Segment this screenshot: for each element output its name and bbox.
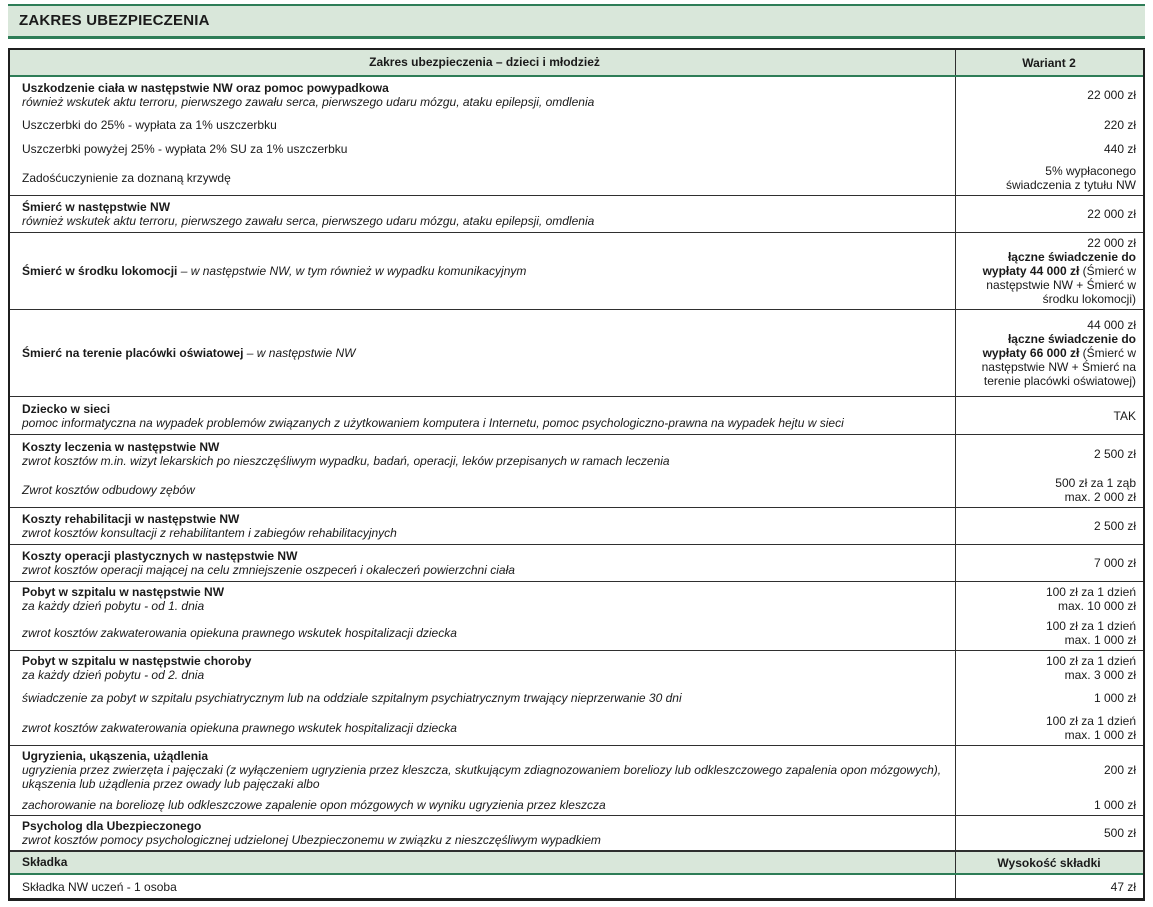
coverage-cell-psychologist bbox=[10, 816, 955, 850]
coverage-desc: również wskutek aktu terroru, pierwszego zawału serca, pierwszego udaru mózgu, ataku epilepsji, omdlenia bbox=[22, 214, 595, 228]
premium-row bbox=[10, 875, 1143, 898]
coverage-title: Koszty rehabilitacji w następstwie NW bbox=[22, 512, 240, 526]
row-group-hospital-illness bbox=[10, 651, 1143, 746]
coverage-value: 200 zł bbox=[1103, 763, 1136, 777]
coverage-text: Zwrot kosztów odbudowy zębów bbox=[22, 483, 195, 497]
row-group-death-nw bbox=[10, 196, 1143, 233]
coverage-value: 500 zł bbox=[1103, 826, 1136, 840]
coverage-title: Koszty leczenia w następstwie NW bbox=[22, 440, 220, 454]
value-cell-hospital-illness-guardian bbox=[955, 711, 1143, 745]
coverage-desc: również wskutek aktu terroru, pierwszego zawału serca, pierwszego udaru mózgu, ataku epilepsji, omdlenia bbox=[22, 95, 595, 109]
coverage-value-line2: max. 3 000 zł bbox=[1064, 668, 1136, 682]
coverage-cell-tick bbox=[10, 794, 955, 815]
coverage-value: 440 zł bbox=[1103, 142, 1136, 156]
value-cell-teeth bbox=[955, 473, 1143, 507]
coverage-text: Uszczerbki do 25% - wypłata za 1% uszczerbku bbox=[22, 118, 277, 132]
coverage-value-line2: max. 1 000 zł bbox=[1064, 728, 1136, 742]
coverage-cell-death-transport bbox=[10, 233, 955, 309]
coverage-cell-rehab bbox=[10, 508, 955, 544]
coverage-text: zachorowanie na boreliozę lub odkleszczowe zapalenie opon mózgowych w wyniku ugryzienia przez kleszcza bbox=[22, 797, 606, 812]
coverage-cell-hospital-illness bbox=[10, 651, 955, 685]
coverage-desc: pomoc informatyczna na wypadek problemów związanych z użytkowaniem komputera i Internetu, pomoc psychologiczno-prawna na wypadek hejtu w sieci bbox=[22, 415, 844, 430]
coverage-value-detail bbox=[962, 250, 1136, 306]
coverage-table bbox=[8, 48, 1145, 901]
coverage-value-detail bbox=[962, 332, 1136, 388]
coverage-value-bold: łączne świadczenie do wypłaty 66 000 zł bbox=[982, 332, 1136, 360]
coverage-desc-inline: – w następstwie NW bbox=[246, 346, 356, 360]
row-group-child-online bbox=[10, 397, 1143, 435]
value-cell-redress bbox=[955, 161, 1143, 195]
coverage-value: 100 zł za 1 dzień bbox=[1045, 654, 1136, 668]
row-group-rehab bbox=[10, 508, 1143, 545]
page-title: ZAKRES UBEZPIECZENIA bbox=[8, 4, 1145, 39]
row-group-death-transport bbox=[10, 233, 1143, 310]
coverage-title: Psycholog dla Ubezpieczonego bbox=[22, 819, 202, 833]
coverage-desc: ugryzienia przez zwierzęta i pajęczaki (z wyłączeniem ugryzienia przez kleszcza, skutkującym zdiagnozowaniem boreliozy lub odkleszczowego zapalenia opon mózgowych), ukąszenia lub użądlenia przez owady lub pajęczaki albo bbox=[22, 763, 942, 791]
row-group-treatment bbox=[10, 435, 1143, 508]
value-cell-psychiatric bbox=[955, 685, 1143, 711]
coverage-desc: zwrot kosztów pomocy psychologicznej udzielonej Ubezpieczonemu w związku z nieszczęśliwym wypadkiem bbox=[22, 833, 601, 847]
value-cell-death-nw bbox=[955, 196, 1143, 232]
coverage-title: Śmierć w środku lokomocji bbox=[22, 264, 178, 278]
coverage-title: Uszkodzenie ciała w następstwie NW oraz pomoc powypadkowa bbox=[22, 81, 389, 95]
coverage-value: 100 zł za 1 dzień bbox=[1045, 585, 1136, 599]
coverage-value: 22 000 zł bbox=[1087, 207, 1136, 221]
coverage-value-line2: świadczenia z tytułu NW bbox=[1005, 178, 1136, 192]
coverage-value: 220 zł bbox=[1103, 118, 1136, 132]
premium-header-row bbox=[10, 851, 1143, 875]
coverage-value-bold: łączne świadczenie do wypłaty 44 000 zł bbox=[982, 250, 1136, 278]
coverage-cell-redress bbox=[10, 161, 955, 195]
coverage-value: 1 000 zł bbox=[1093, 797, 1136, 812]
coverage-desc: za każdy dzień pobytu - od 1. dnia bbox=[22, 599, 205, 613]
premium-header-label: Składka bbox=[22, 855, 68, 869]
coverage-value: 1 000 zł bbox=[1093, 691, 1136, 705]
coverage-value: 2 500 zł bbox=[1093, 447, 1136, 461]
coverage-cell-teeth bbox=[10, 473, 955, 507]
table-header-row bbox=[10, 50, 1143, 77]
coverage-cell-hospital-illness-guardian bbox=[10, 711, 955, 745]
coverage-desc: zwrot kosztów m.in. wizyt lekarskich po nieszczęśliwym wypadku, badań, operacji, leków przepisanych w ramach leczenia bbox=[22, 454, 670, 468]
coverage-text: Zadośćuczynienie za doznaną krzywdę bbox=[22, 171, 231, 185]
coverage-cell-hospital-nw bbox=[10, 582, 955, 616]
coverage-title-line bbox=[22, 346, 947, 360]
coverage-value: 500 zł za 1 ząb bbox=[1055, 476, 1136, 490]
coverage-text: świadczenie za pobyt w szpitalu psychiatrycznym lub na oddziale szpitalnym psychiatrycznym trwający nieprzerwanie 30 dni bbox=[22, 691, 682, 705]
coverage-cell-plastic bbox=[10, 545, 955, 581]
coverage-value: 5% wypłaconego bbox=[1045, 164, 1136, 178]
coverage-desc: za każdy dzień pobytu - od 2. dnia bbox=[22, 668, 205, 682]
coverage-value: 100 zł za 1 dzień bbox=[1045, 619, 1136, 633]
coverage-title: Pobyt w szpitalu w następstwie NW bbox=[22, 585, 225, 599]
coverage-cell-death-school bbox=[10, 310, 955, 396]
coverage-cell-treatment bbox=[10, 435, 955, 473]
coverage-cell-injury bbox=[10, 77, 955, 113]
coverage-title: Dziecko w sieci bbox=[22, 401, 111, 416]
coverage-cell-death-nw bbox=[10, 196, 955, 232]
row-group-hospital-nw bbox=[10, 582, 1143, 651]
coverage-cell-child-online bbox=[10, 397, 955, 434]
coverage-value: 2 500 zł bbox=[1093, 519, 1136, 533]
coverage-value-rest: (Śmierć w następstwie NW + Śmierć w środku lokomocji) bbox=[986, 264, 1136, 306]
premium-value: 47 zł bbox=[1110, 879, 1136, 894]
premium-text: Składka NW uczeń - 1 osoba bbox=[22, 879, 177, 894]
value-cell-injury bbox=[955, 77, 1143, 113]
table-header-variant: Wariant 2 bbox=[955, 50, 1143, 75]
value-cell-plastic bbox=[955, 545, 1143, 581]
value-cell-child-online bbox=[955, 397, 1143, 434]
coverage-value-line2: max. 2 000 zł bbox=[1064, 490, 1136, 504]
coverage-desc: zwrot kosztów konsultacji z rehabilitantem i zabiegów rehabilitacyjnych bbox=[22, 526, 397, 540]
coverage-text: Uszczerbki powyżej 25% - wypłata 2% SU za 1% uszczerbku bbox=[22, 142, 348, 156]
coverage-cell-impair25 bbox=[10, 113, 955, 137]
coverage-cell-impair-above-25 bbox=[10, 137, 955, 161]
coverage-value-line2: max. 10 000 zł bbox=[1057, 599, 1136, 613]
value-cell-hospital-nw-guardian bbox=[955, 616, 1143, 650]
value-cell-hospital-illness bbox=[955, 651, 1143, 685]
coverage-title: Pobyt w szpitalu w następstwie choroby bbox=[22, 654, 252, 668]
coverage-title: Śmierć na terenie placówki oświatowej bbox=[22, 346, 244, 360]
row-group-death-school bbox=[10, 310, 1143, 397]
coverage-cell-hospital-nw-guardian bbox=[10, 616, 955, 650]
coverage-value: 7 000 zł bbox=[1093, 556, 1136, 570]
value-cell-tick bbox=[955, 794, 1143, 815]
table-header-scope: Zakres ubezpieczenia – dzieci i młodzież bbox=[369, 55, 600, 69]
coverage-desc: zwrot kosztów operacji mającej na celu zmniejszenie oszpeceń i okaleczeń powierzchni ciała bbox=[22, 563, 515, 577]
coverage-value-rest: (Śmierć w następstwie NW + Śmierć na terenie placówki oświatowej) bbox=[981, 346, 1136, 388]
coverage-value-line1: 22 000 zł bbox=[1087, 236, 1136, 250]
coverage-value: 22 000 zł bbox=[1087, 88, 1136, 102]
coverage-title: Ugryzienia, ukąszenia, użądlenia bbox=[22, 749, 209, 763]
coverage-text: zwrot kosztów zakwaterowania opiekuna prawnego wskutek hospitalizacji dziecka bbox=[22, 721, 457, 735]
row-group-plastic bbox=[10, 545, 1143, 582]
value-cell-rehab bbox=[955, 508, 1143, 544]
coverage-value-line1: 44 000 zł bbox=[1087, 318, 1136, 332]
premium-cell-label bbox=[10, 875, 955, 898]
premium-cell-value bbox=[955, 875, 1143, 898]
coverage-value-line2: max. 1 000 zł bbox=[1064, 633, 1136, 647]
coverage-title-line bbox=[22, 264, 947, 278]
coverage-text: zwrot kosztów zakwaterowania opiekuna prawnego wskutek hospitalizacji dziecka bbox=[22, 626, 457, 640]
coverage-title: Koszty operacji plastycznych w następstwie NW bbox=[22, 549, 298, 563]
value-cell-impair25 bbox=[955, 113, 1143, 137]
value-cell-death-school bbox=[955, 310, 1143, 396]
row-group-bites bbox=[10, 746, 1143, 816]
coverage-cell-psychiatric bbox=[10, 685, 955, 711]
premium-header-amount: Wysokość składki bbox=[955, 852, 1143, 873]
value-cell-bites bbox=[955, 746, 1143, 794]
coverage-desc-inline: – w następstwie NW, w tym również w wypadku komunikacyjnym bbox=[180, 264, 527, 278]
coverage-cell-bites bbox=[10, 746, 955, 794]
row-group-injury bbox=[10, 77, 1143, 196]
coverage-value: 100 zł za 1 dzień bbox=[1045, 714, 1136, 728]
coverage-title: Śmierć w następstwie NW bbox=[22, 200, 171, 214]
value-cell-psychologist bbox=[955, 816, 1143, 850]
value-cell-impair-above-25 bbox=[955, 137, 1143, 161]
coverage-value: TAK bbox=[1113, 408, 1136, 423]
value-cell-death-transport bbox=[955, 233, 1143, 309]
value-cell-treatment bbox=[955, 435, 1143, 473]
row-group-psychologist bbox=[10, 816, 1143, 851]
value-cell-hospital-nw bbox=[955, 582, 1143, 616]
